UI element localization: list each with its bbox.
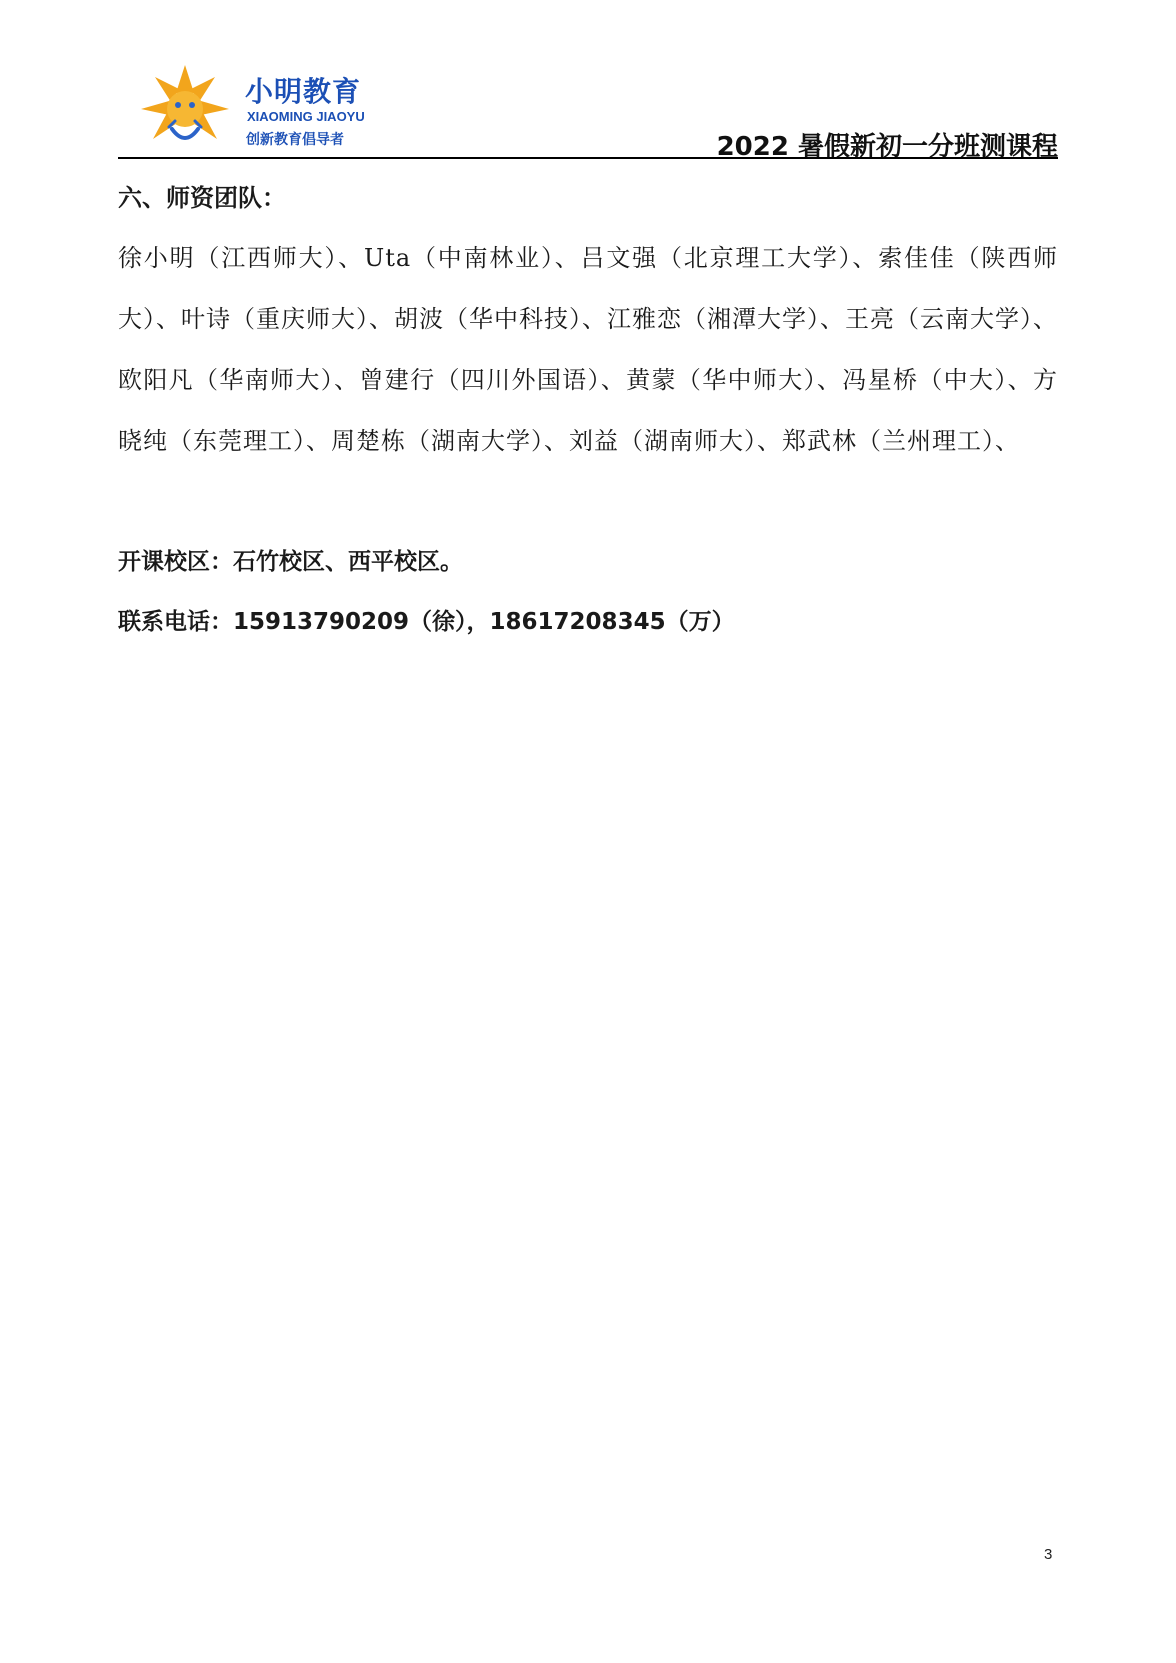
- sun-mascot-icon: [130, 62, 240, 152]
- campus-line: [118, 532, 1058, 592]
- contact-value: 15913790209（徐），18617208345（万）: [233, 609, 735, 635]
- page-number: 3: [1044, 1546, 1053, 1563]
- logo-name: 小明教育: [245, 75, 362, 108]
- teachers-list: 徐小明（江西师大）、Uta（中南林业）、吕文强（北京理工大学）、索佳佳（陕西师大）、叶诗（重庆师大）、胡波（华中科技）、江雅恋（湘潭大学）、王亮（云南大学）、欧阳凡（华南师大）、曾建行（四川外国语）、黄蒙（华中师大）、冯星桥（中大）、方晓纯（东莞理工）、周楚栋（湖南大学）、刘益（湖南师大）、郑武林（兰州理工）、: [118, 244, 1058, 455]
- logo-pinyin: XIAOMING JIAOYU: [247, 109, 365, 124]
- logo-slogan: 创新教育倡导者: [246, 132, 344, 148]
- brand-logo: [130, 62, 370, 152]
- campus-value: 石竹校区、西平校区。: [233, 549, 463, 575]
- section-heading: 六、师资团队：: [118, 184, 286, 212]
- document-title: 2022 暑假新初一分班测课程: [716, 132, 1058, 162]
- page-header: [118, 50, 1058, 162]
- campus-label: 开课校区：: [118, 549, 233, 575]
- header-divider: [118, 157, 1058, 159]
- contact-label: 联系电话：: [118, 609, 233, 635]
- contact-line: [118, 592, 1058, 652]
- page-content: [118, 168, 1058, 652]
